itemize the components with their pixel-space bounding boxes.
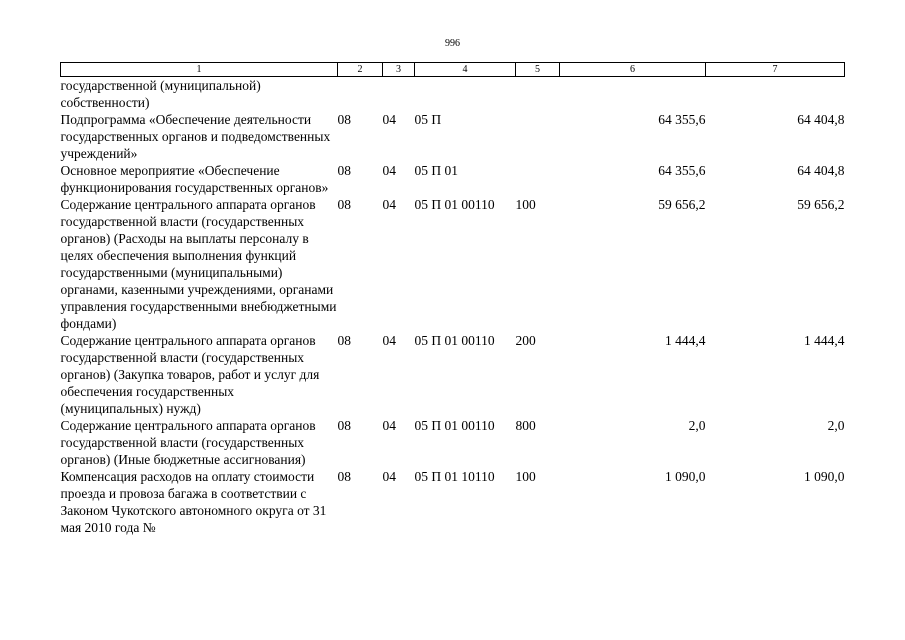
row-target-article-cell: 05 П 01 (414, 163, 458, 178)
table-row (61, 111, 845, 162)
row-amount-2-cell: 59 656,2 (797, 197, 845, 212)
row-expense-type-cell (516, 162, 560, 196)
row-amount-1-cell: 1 444,4 (665, 333, 706, 348)
page-number: 996 (445, 38, 460, 49)
row-name-cell: государственной (муниципальной) собственности) (60, 78, 261, 110)
row-expense-type-cell: 100 (515, 197, 536, 212)
row-expense-type-cell: 800 (515, 418, 536, 433)
row-amount-1-cell: 64 355,6 (658, 112, 706, 127)
table-row (61, 196, 845, 332)
column-header-amount-2: 7 (706, 63, 845, 77)
row-section-cell: 08 (337, 469, 351, 484)
row-subsection-cell (383, 77, 415, 112)
row-section-cell: 08 (337, 197, 351, 212)
row-name-cell: Компенсация расходов на оплату стоимости проезда и провоза багажа в соответствии с Законом Чукотского автономного округа от 31 мая 2010 года № (60, 469, 327, 535)
table-row (61, 417, 845, 468)
row-amount-1-cell: 59 656,2 (658, 197, 706, 212)
row-subsection-cell: 04 (382, 112, 396, 127)
row-target-article-cell: 05 П (414, 112, 442, 127)
row-amount-2-cell (706, 77, 845, 112)
row-subsection-cell: 04 (382, 418, 396, 433)
row-subsection-cell: 04 (382, 163, 396, 178)
column-header-expense-type: 5 (516, 63, 560, 77)
row-target-article-cell: 05 П 01 00110 (414, 418, 495, 433)
row-name-cell: Содержание центрального аппарата органов государственной власти (государственных органов) (Иные бюджетные ассигнования) (60, 418, 316, 467)
row-amount-2-cell: 2,0 (827, 418, 845, 433)
row-amount-1-cell: 64 355,6 (658, 163, 706, 178)
row-expense-type-cell: 100 (515, 469, 536, 484)
row-amount-2-cell: 64 404,8 (797, 112, 845, 127)
row-section-cell: 08 (337, 418, 351, 433)
row-subsection-cell: 04 (382, 197, 396, 212)
column-header-subsection: 3 (383, 63, 415, 77)
table-row (61, 332, 845, 417)
row-target-article-cell: 05 П 01 00110 (414, 197, 495, 212)
column-header-section: 2 (338, 63, 383, 77)
table-header-row (61, 63, 845, 77)
table-row (61, 162, 845, 196)
row-expense-type-cell: 200 (515, 333, 536, 348)
table-row (61, 468, 845, 536)
row-name-cell: Содержание центрального аппарата органов государственной власти (государственных органов) (Расходы на выплаты персоналу в целях обеспечения выполнения функций государственными (муниципальными) органами, казенными учреждениями, органами управления государственными внебюджетными фондами) (60, 197, 337, 331)
row-name-cell: Подпрограмма «Обеспечение деятельности государственных органов и подведомственных учреждений» (60, 112, 331, 161)
row-target-article-cell (415, 77, 516, 112)
row-amount-1-cell: 2,0 (688, 418, 706, 433)
row-amount-1-cell: 1 090,0 (665, 469, 706, 484)
row-target-article-cell: 05 П 01 00110 (414, 333, 495, 348)
row-name-cell: Содержание центрального аппарата органов государственной власти (государственных органов) (Закупка товаров, работ и услуг для обеспечения государственных (муниципальных) нужд) (60, 333, 320, 416)
column-header-amount-1: 6 (560, 63, 706, 77)
row-amount-2-cell: 1 090,0 (804, 469, 845, 484)
row-amount-1-cell (560, 77, 706, 112)
row-subsection-cell: 04 (382, 469, 396, 484)
row-section-cell: 08 (337, 333, 351, 348)
column-header-target-article: 4 (415, 63, 516, 77)
table-row (61, 77, 845, 112)
row-expense-type-cell (516, 111, 560, 162)
column-header-name: 1 (61, 63, 338, 77)
row-name-cell: Основное мероприятие «Обеспечение функционирования государственных органов» (60, 163, 329, 195)
row-amount-2-cell: 64 404,8 (797, 163, 845, 178)
row-section-cell (338, 77, 383, 112)
row-target-article-cell: 05 П 01 10110 (414, 469, 495, 484)
row-section-cell: 08 (337, 112, 351, 127)
row-subsection-cell: 04 (382, 333, 396, 348)
row-section-cell: 08 (337, 163, 351, 178)
budget-table (60, 62, 845, 536)
row-expense-type-cell (516, 77, 560, 112)
row-amount-2-cell: 1 444,4 (804, 333, 845, 348)
